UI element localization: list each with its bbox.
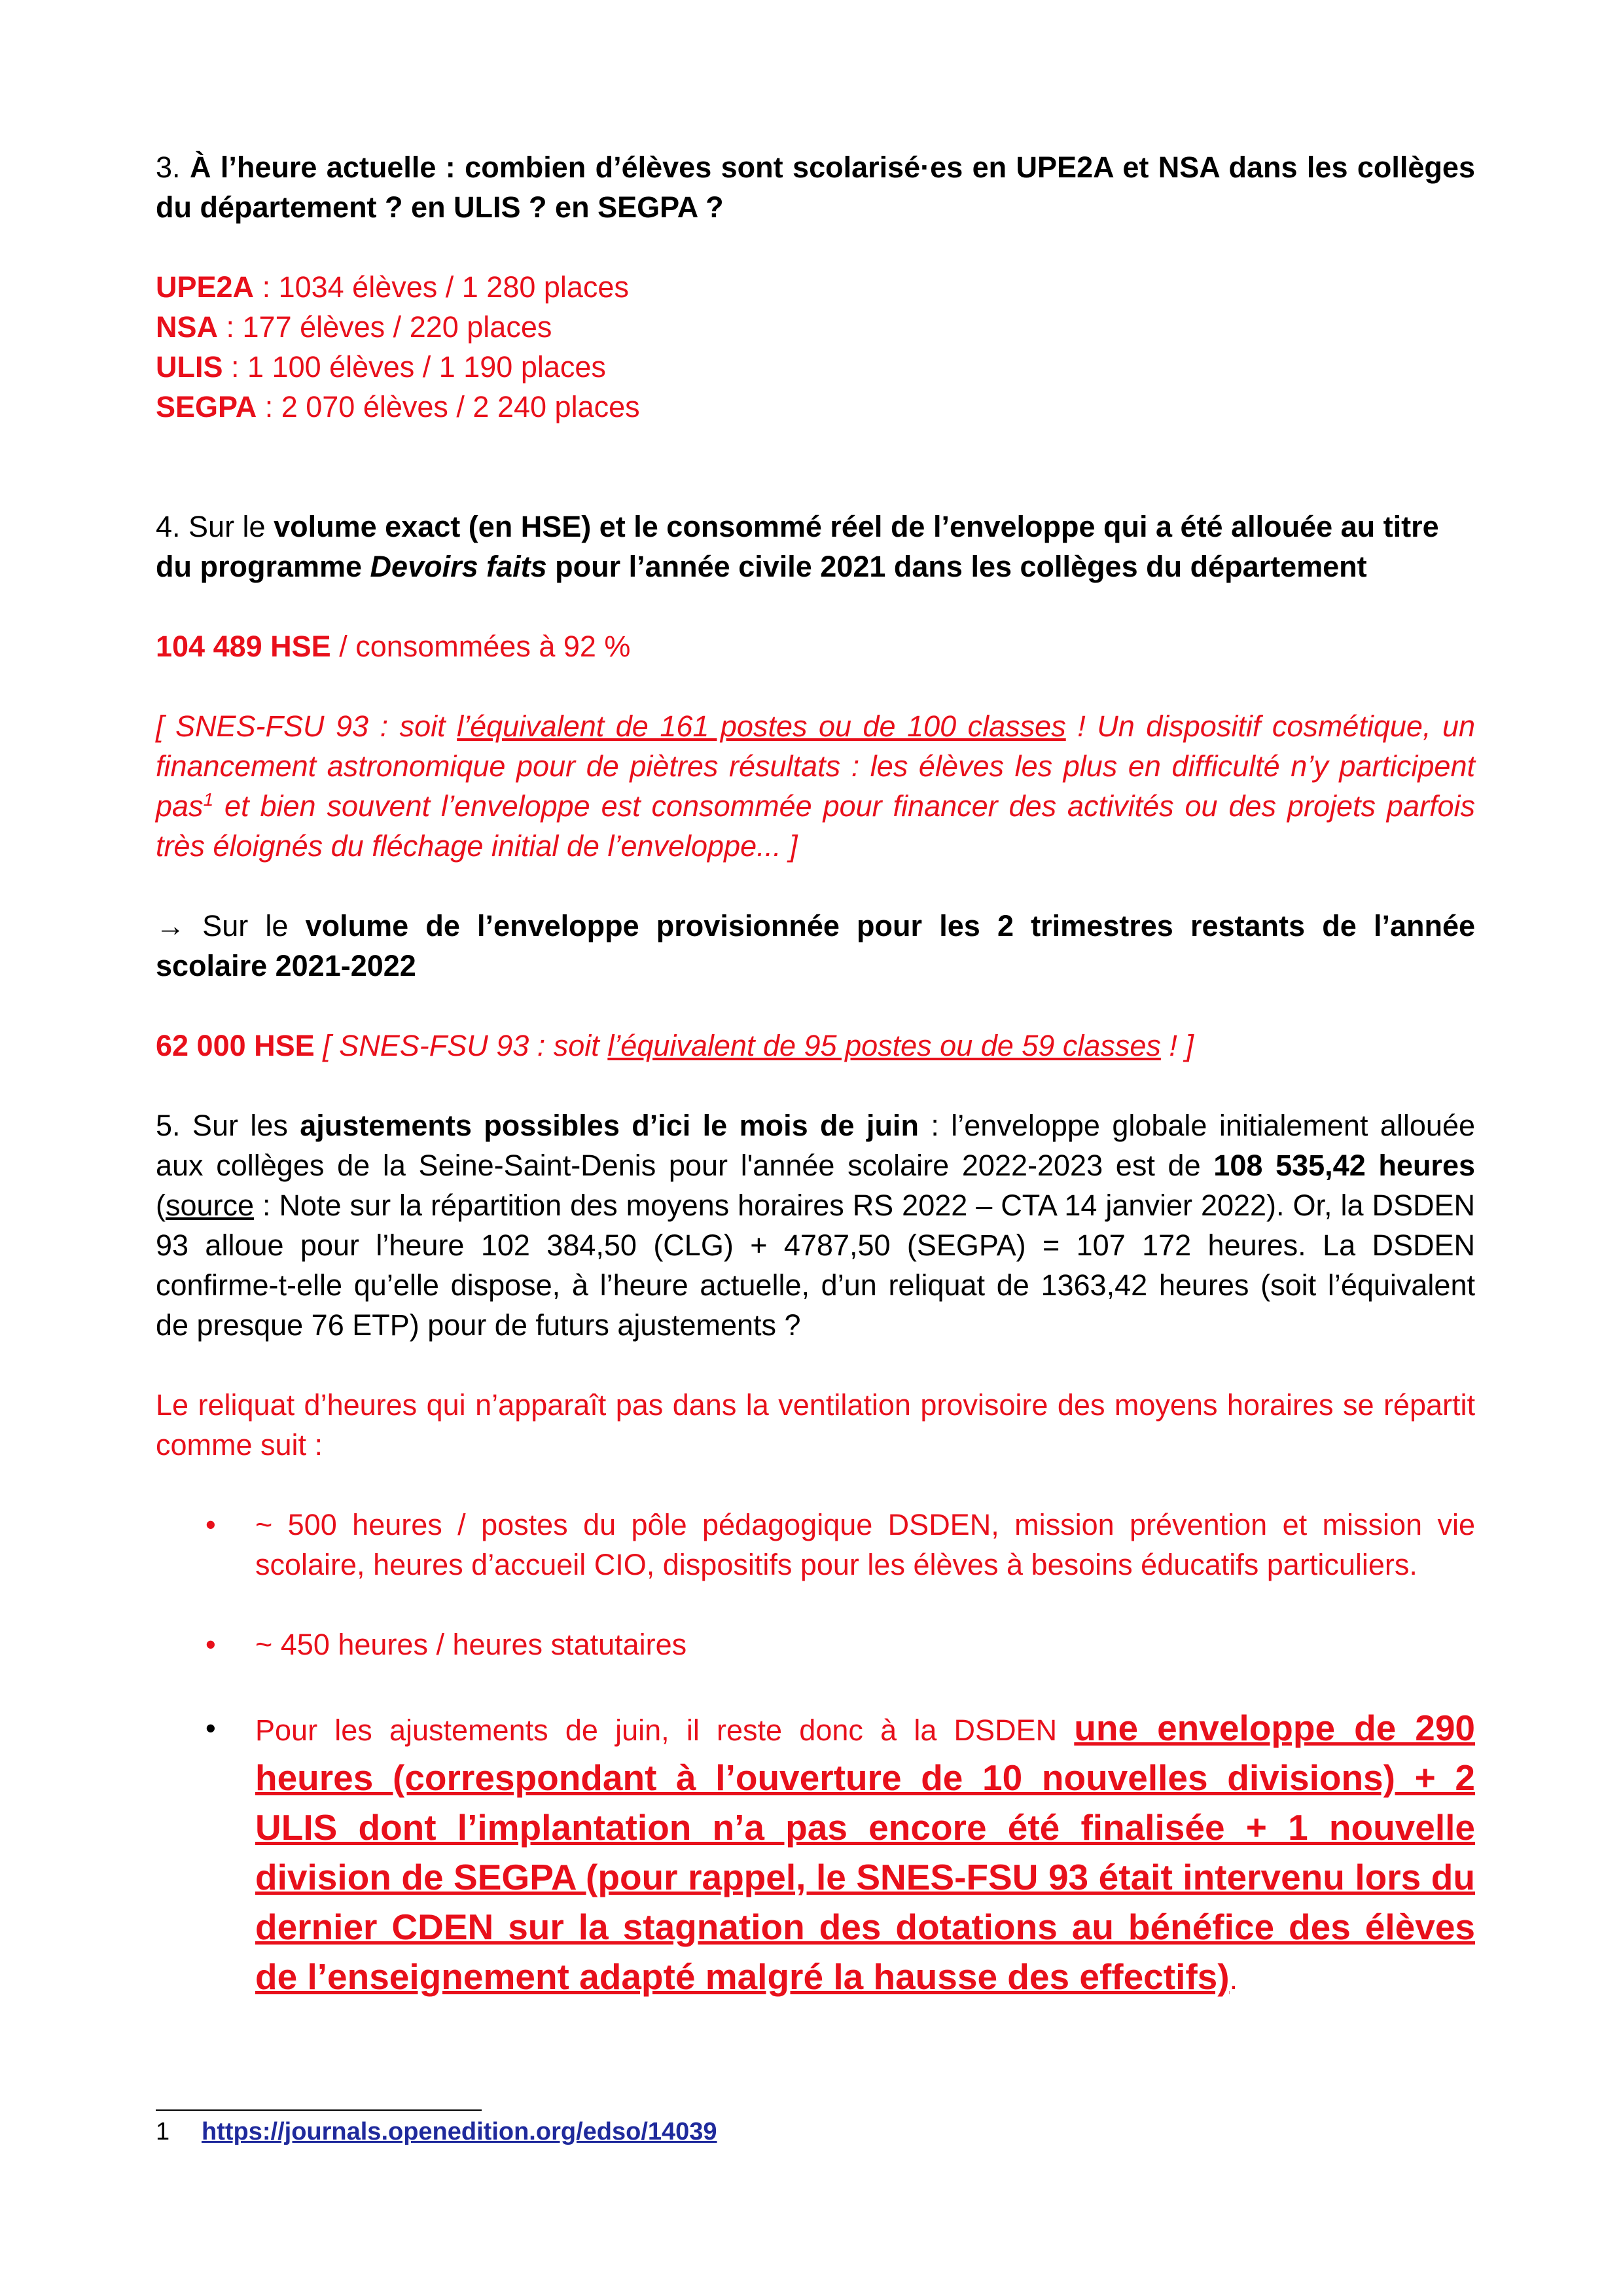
question-4-answer: 104 489 HSE / consommées à 92 % (156, 630, 631, 663)
footnote-ref[interactable]: 1 (203, 789, 214, 810)
enrollment-row-nsa: NSA : 177 élèves / 220 places (156, 310, 552, 344)
list-item: • ~ 450 heures / heures statutaires (156, 1624, 1475, 1664)
bullet-icon: • (205, 1508, 216, 1541)
footnote (156, 2115, 717, 2148)
question-3 (156, 147, 1475, 227)
list-item: • Pour les ajustements de juin, il reste donc à la DSDEN une enveloppe de 290 heures (correspondant à l’ouverture de 10 nouvelles divisions) + 2 ULIS dont l’implantation n’a pas encore été finalisée + 1 nouvelle division de SEGPA (pour rappel, le SNES-FSU 93 était intervenu lors du dernier CDEN sur la stagnation des dotations au bénéfice des élèves de l’enseignement adapté malgré la hausse des effectifs). (156, 1704, 1475, 2003)
question-5-answer: Le reliquat d’heures qui n’apparaît pas dans la ventilation provisoire des moyens horaires se répartit comme suit : (156, 1388, 1475, 1462)
footnote-number: 1 (156, 2118, 170, 2145)
question-3-text: À l’heure actuelle : combien d’élèves sont scolarisé·es en UPE2A et NSA dans les collèges du département ? en ULIS ? en SEGPA ? (156, 151, 1475, 224)
list-item: • ~ 500 heures / postes du pôle pédagogique DSDEN, mission prévention et mission vie scolaire, heures d’accueil CIO, dispositifs pour les élèves à besoins éducatifs particuliers. (156, 1505, 1475, 1585)
arrow-answer: 62 000 HSE [ SNES-FSU 93 : soit l’équivalent de 95 postes ou de 59 classes ! ] (156, 1029, 1194, 1062)
footnote-link[interactable]: https://journals.openedition.org/edso/14039 (202, 2118, 717, 2145)
footnote-divider (156, 2109, 482, 2111)
question-4: 4. Sur le volume exact (en HSE) et le consommé réel de l’enveloppe qui a été allouée au titre du programme Devoirs faits pour l’année civile 2021 dans les collèges du département (156, 510, 1439, 583)
enrollment-row-segpa: SEGPA : 2 070 élèves / 2 240 places (156, 390, 640, 423)
enrollment-row-ulis: ULIS : 1 100 élèves / 1 190 places (156, 350, 606, 384)
question-4-comment: [ SNES-FSU 93 : soit l’équivalent de 161 postes ou de 100 classes ! Un dispositif cosmétique, un financement astronomique pour de piètres résultats : les élèves les plus en difficulté n’y participent pas$^1$ et bien souvent l’enveloppe est consommée pour financer des activités ou des projets parfois très éloignés du fléchage initial de l’enveloppe... ] (156, 709, 1475, 863)
arrow-question: → Sur le volume de l’enveloppe provisionnée pour les 2 trimestres restants de l’année scolaire 2021-2022 (156, 909, 1476, 982)
source-link[interactable]: source (166, 1189, 255, 1222)
question-3-number: 3. (156, 151, 181, 184)
enrollment-row-upe2a: UPE2A : 1034 élèves / 1 280 places (156, 270, 629, 304)
enrollment-list (156, 267, 1475, 427)
bullet-icon: • (205, 1712, 216, 1745)
bullet-icon: • (205, 1628, 216, 1661)
question-5: 5. Sur les ajustements possibles d’ici le mois de juin : l’enveloppe globale initialement allouée aux collèges de la Seine-Saint-Denis pour l'année scolaire 2022-2023 est de 108 535,42 heures (source : Note sur la répartition des moyens horaires RS 2022 – CTA 14 janvier 2022). Or, la DSDEN 93 alloue pour l’heure 102 384,50 (CLG) + 4787,50 (SEGPA) = 107 172 heures. La DSDEN confirme-t-elle qu’elle dispose, à l’heure actuelle, d’un reliquat de 1363,42 heures (soit l’équivalent de presque 76 ETP) pour de futurs ajustements ? (156, 1109, 1475, 1342)
document-body (156, 147, 1475, 2043)
reliquat-list (156, 1505, 1475, 2003)
highlighted-statement: une enveloppe de 290 heures (correspondant à l’ouverture de 10 nouvelles divisions) + 2 ULIS dont l’implantation n’a pas encore été finalisée + 1 nouvelle division de SEGPA (pour rappel, le SNES-FSU 93 était intervenu lors du dernier CDEN sur la stagnation des dotations au bénéfice des élèves de l’enseignement adapté malgré la hausse des effectifs) (255, 1708, 1476, 1997)
